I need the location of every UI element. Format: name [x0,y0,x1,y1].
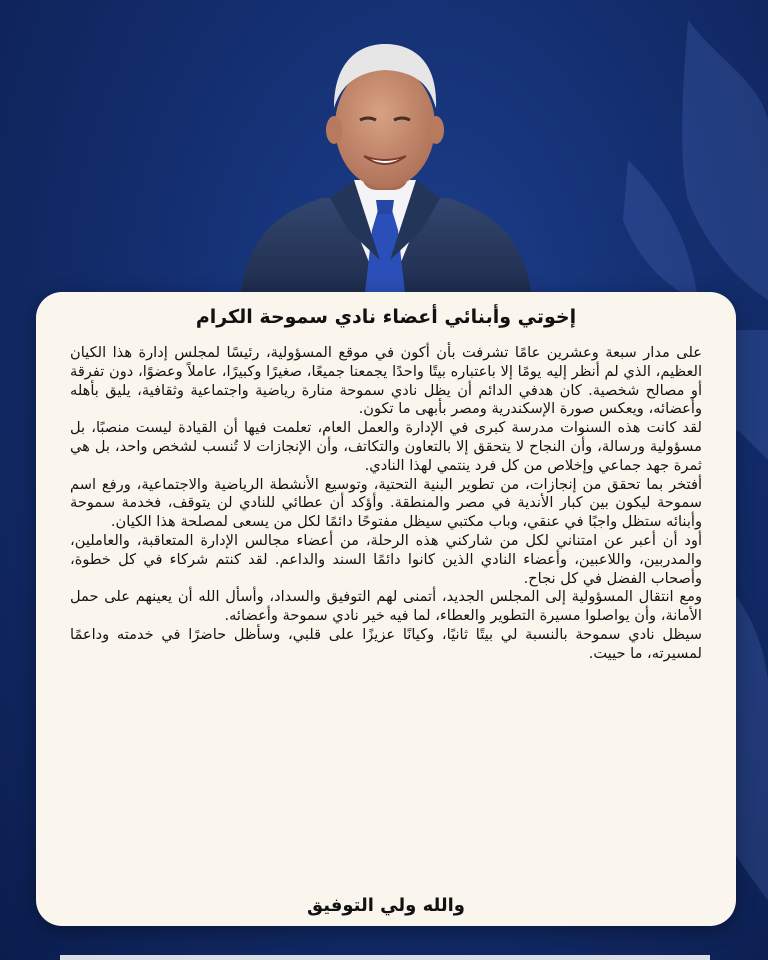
letter-paragraph: لقد كانت هذه السنوات مدرسة كبرى في الإدارة والعمل العام، تعلمت فيها أن القيادة ليست منصبًا، بل مسؤولية ورسالة، وأن النجاح لا يتحقق إلا بالتعاون والتكاتف، وأن الإنجازات لا تُنسب لشخص واحد، بل هي ثمرة جهد جماعي وإخلاص من كل فرد ينتمي لهذا النادي. [70,419,702,474]
letter-body [70,344,702,664]
bottom-strip [60,955,710,960]
portrait-photo [230,30,540,302]
letter-card [36,292,736,926]
letter-title: إخوتي وأبنائي أعضاء نادي سموحة الكرام [195,306,577,328]
sign-off: والله ولي التوفيق [307,895,465,916]
letter-paragraph: أفتخر بما تحقق من إنجازات، من تطوير البنية التحتية، وتوسيع الأنشطة الرياضية والاجتماعية، ورفع اسم سموحة ليكون بين كبار الأندية في مصر والمنطقة. وأؤكد أن عطائي للنادي لن يتوقف، فخدمة سموحة وأبنائه ستظل واجبًا في عنقي، وباب مكتبي سيظل مفتوحًا دائمًا لكل من يسعى لمصلحة هذا الكيان. [70,475,702,531]
letter-paragraph: سيظل نادي سموحة بالنسبة لي بيتًا ثانيًا، وكيانًا عزيزًا على قلبي، وسأظل حاضرًا في خدمته وداعمًا لمسيرته، ما حييت. [70,625,702,662]
letter-paragraph: على مدار سبعة وعشرين عامًا تشرفت بأن أكون في موقع المسؤولية، رئيسًا لمجلس إدارة هذا الكيان العظيم، الذي لم أنظر إليه يومًا إلا باعتباره بيتًا واحدًا يجمعنا جميعًا، صغيرًا وكبيرًا، عاملاً وعضوًا، دون تفرقة أو مصالح شخصية. كان هدفي الدائم أن يظل نادي سموحة منارة رياضية واجتماعية وثقافية، يليق بأهله وأعضائه، ويعكس صورة الإسكندرية ومصر بأبهى ما تكون. [70,344,702,418]
letter-paragraph: ومع انتقال المسؤولية إلى المجلس الجديد، أتمنى لهم التوفيق والسداد، وأسأل الله أن يعينهم على حمل الأمانة، وأن يواصلوا مسيرة التطوير والعطاء، لما فيه خير نادي سموحة وأعضائه. [70,588,702,625]
letter-paragraph: أود أن أعبر عن امتناني لكل من شاركني هذه الرحلة، من أعضاء مجالس الإدارة المتعاقبة، والعاملين، والمدربين، واللاعبين، وأعضاء النادي الذين كانوا دائمًا السند والداعم. لقد كنتم شركاء في كل خطوة، وأصحاب الفضل في كل نجاح. [70,531,702,587]
